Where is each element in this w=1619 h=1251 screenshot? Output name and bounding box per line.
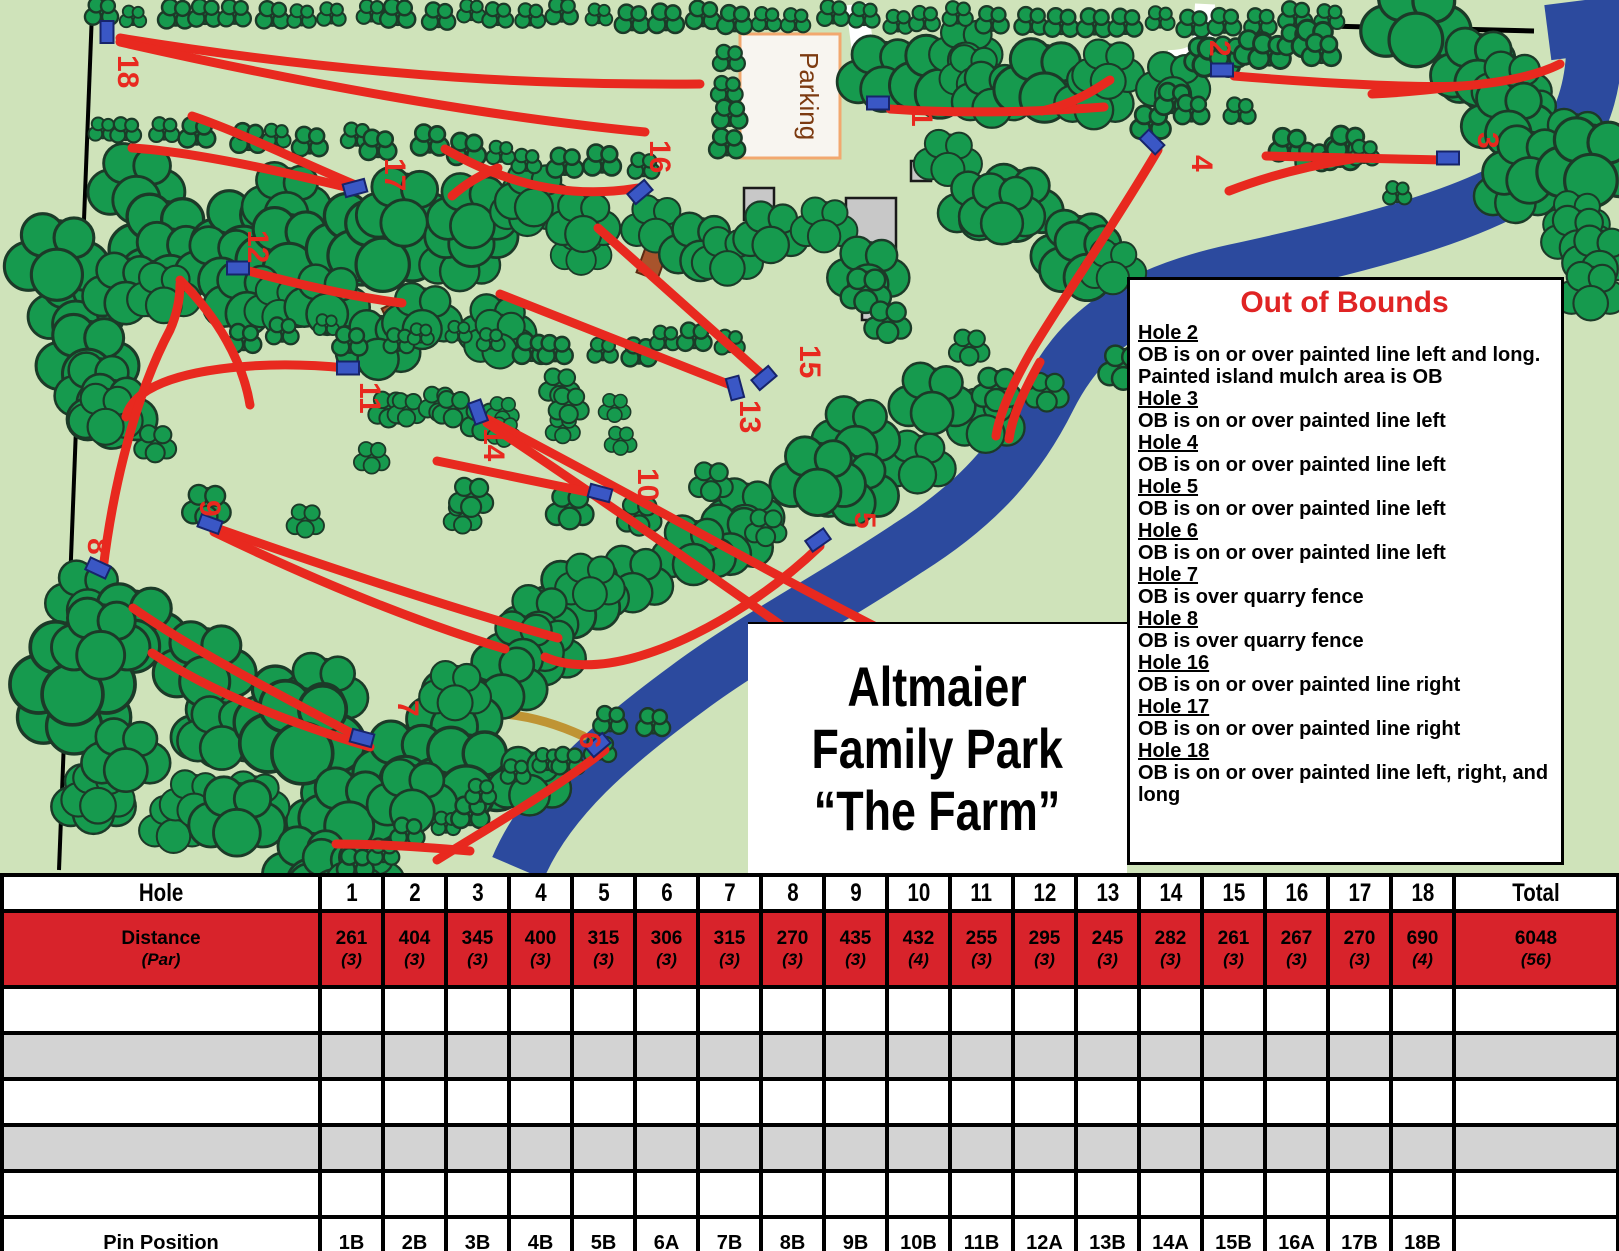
pin-position-cell: 9B xyxy=(824,1217,887,1251)
oob-entry-hole: Hole 2 xyxy=(1138,322,1199,344)
hole-column-header: 3 xyxy=(446,875,509,911)
score-cell xyxy=(761,1033,824,1079)
score-cell xyxy=(1076,987,1139,1033)
score-cell xyxy=(1202,1171,1265,1217)
hole-label-11: 11 xyxy=(353,382,386,414)
score-cell xyxy=(320,1079,383,1125)
score-cell xyxy=(824,1079,887,1125)
score-cell xyxy=(383,1079,446,1125)
hole-column-header: 10 xyxy=(887,875,950,911)
score-cell xyxy=(1328,1079,1391,1125)
distance-par-cell: 282 (3) xyxy=(1139,911,1202,987)
player-name-cell xyxy=(2,1079,320,1125)
score-cell xyxy=(698,1033,761,1079)
oob-entry-hole: Hole 17 xyxy=(1138,696,1210,718)
oob-entry-hole: Hole 3 xyxy=(1138,388,1199,410)
score-cell xyxy=(1013,987,1076,1033)
player-name-cell xyxy=(2,1171,320,1217)
score-cell xyxy=(824,1125,887,1171)
hole-label-12: 12 xyxy=(241,230,274,264)
score-cell xyxy=(761,987,824,1033)
score-cell xyxy=(1391,1125,1454,1171)
pin-position-cell: 18B xyxy=(1391,1217,1454,1251)
park-title-box xyxy=(748,622,1127,873)
hole-column-header: 12 xyxy=(1013,875,1076,911)
pin-position-cell: 15B xyxy=(1202,1217,1265,1251)
score-cell xyxy=(320,1125,383,1171)
score-cell xyxy=(824,1171,887,1217)
oob-entry-text: OB is over quarry fence xyxy=(1138,630,1364,652)
pin-position-cell: 17B xyxy=(1328,1217,1391,1251)
hole-column-header: 18 xyxy=(1391,875,1454,911)
distance-par-cell: 690 (4) xyxy=(1391,911,1454,987)
hole-label-18: 18 xyxy=(111,55,144,89)
oob-entry xyxy=(1138,476,1551,520)
hole-column-header: 8 xyxy=(761,875,824,911)
score-cell xyxy=(509,1079,572,1125)
score-cell xyxy=(1013,1079,1076,1125)
score-cell xyxy=(320,1033,383,1079)
distance-par-cell: 295 (3) xyxy=(1013,911,1076,987)
distance-par-cell: 270 (3) xyxy=(761,911,824,987)
oob-entry-hole: Hole 5 xyxy=(1138,476,1199,498)
score-cell xyxy=(635,1171,698,1217)
score-cell xyxy=(572,1033,635,1079)
score-cell xyxy=(1265,1125,1328,1171)
score-cell xyxy=(446,1033,509,1079)
hole-column-header: 6 xyxy=(635,875,698,911)
score-cell xyxy=(1265,987,1328,1033)
hole-label-7: 7 xyxy=(391,700,424,717)
oob-entry-text: OB is over quarry fence xyxy=(1138,586,1364,608)
oob-entry-hole: Hole 8 xyxy=(1138,608,1199,630)
score-cell xyxy=(1328,1125,1391,1171)
distance-par-cell: 315 (3) xyxy=(572,911,635,987)
oob-entry-text: OB is on or over painted line right xyxy=(1138,718,1461,740)
score-cell xyxy=(824,987,887,1033)
distance-par-cell: 270 (3) xyxy=(1328,911,1391,987)
oob-entry xyxy=(1138,608,1551,652)
oob-entry xyxy=(1138,740,1551,806)
score-cell xyxy=(950,987,1013,1033)
hole-column-header: 4 xyxy=(509,875,572,911)
hole-label-15: 15 xyxy=(793,345,826,379)
score-cell xyxy=(1139,1079,1202,1125)
score-cell xyxy=(1202,1079,1265,1125)
park-title-line2: Family Park xyxy=(811,716,1064,780)
score-cell xyxy=(887,987,950,1033)
total-score-cell xyxy=(1454,1171,1618,1217)
distance-par-cell: 261 (3) xyxy=(1202,911,1265,987)
pin-total-cell xyxy=(1454,1217,1618,1251)
score-cell xyxy=(824,1033,887,1079)
score-cell xyxy=(761,1171,824,1217)
score-cell xyxy=(1202,1125,1265,1171)
oob-entry xyxy=(1138,432,1551,476)
score-cell xyxy=(572,1079,635,1125)
pin-position-cell: 4B xyxy=(509,1217,572,1251)
scorecard xyxy=(0,873,1619,1251)
hole-label-3: 3 xyxy=(1471,132,1504,149)
score-cell xyxy=(1328,987,1391,1033)
distance-par-cell: 245 (3) xyxy=(1076,911,1139,987)
hole-column-header: 15 xyxy=(1202,875,1265,911)
oob-entry xyxy=(1138,564,1551,608)
pin-position-cell: 5B xyxy=(572,1217,635,1251)
hole-label-9: 9 xyxy=(193,500,226,517)
player-name-cell xyxy=(2,1033,320,1079)
score-cell xyxy=(698,1171,761,1217)
pin-position-cell: 3B xyxy=(446,1217,509,1251)
hole-column-header: 14 xyxy=(1139,875,1202,911)
score-cell xyxy=(509,1171,572,1217)
score-cell xyxy=(1139,1033,1202,1079)
hole-label-14: 14 xyxy=(477,428,510,462)
oob-entry-hole: Hole 16 xyxy=(1138,652,1210,674)
hole-label-17: 17 xyxy=(378,158,411,192)
score-cell xyxy=(887,1171,950,1217)
pin-position-cell: 12A xyxy=(1013,1217,1076,1251)
parking-label: Parking xyxy=(794,52,824,141)
score-cell xyxy=(1013,1033,1076,1079)
score-cell xyxy=(572,987,635,1033)
scorecard-table xyxy=(0,873,1619,1251)
score-cell xyxy=(1265,1079,1328,1125)
score-cell xyxy=(1076,1171,1139,1217)
hole-label-10: 10 xyxy=(631,468,664,502)
total-score-cell xyxy=(1454,987,1618,1033)
out-of-bounds-entries xyxy=(1138,322,1551,806)
score-cell xyxy=(383,1033,446,1079)
hole-column-header: 7 xyxy=(698,875,761,911)
total-score-cell xyxy=(1454,1033,1618,1079)
hole-column-header: 2 xyxy=(383,875,446,911)
park-title-line3: “The Farm” xyxy=(814,778,1061,842)
hole-label-5: 5 xyxy=(848,512,881,529)
distance-par-cell: 400 (3) xyxy=(509,911,572,987)
oob-entry xyxy=(1138,388,1551,432)
score-cell xyxy=(950,1079,1013,1125)
total-distance-par: 6048 (56) xyxy=(1454,911,1618,987)
score-cell xyxy=(509,1033,572,1079)
hole-header: Hole xyxy=(2,875,320,911)
score-cell xyxy=(509,987,572,1033)
score-cell xyxy=(887,1125,950,1171)
distance-par-cell: 432 (4) xyxy=(887,911,950,987)
distance-par-cell: 315 (3) xyxy=(698,911,761,987)
oob-entry-hole: Hole 7 xyxy=(1138,564,1199,586)
score-cell xyxy=(1391,1079,1454,1125)
total-header: Total xyxy=(1454,875,1618,911)
distance-par-cell: 345 (3) xyxy=(446,911,509,987)
score-cell xyxy=(320,1171,383,1217)
score-cell xyxy=(1328,1033,1391,1079)
score-cell xyxy=(698,1125,761,1171)
hole-column-header: 11 xyxy=(950,875,1013,911)
score-cell xyxy=(572,1125,635,1171)
score-cell xyxy=(446,1079,509,1125)
pin-position-cell: 14A xyxy=(1139,1217,1202,1251)
oob-entry-hole: Hole 6 xyxy=(1138,520,1199,542)
score-cell xyxy=(1139,987,1202,1033)
score-cell xyxy=(1391,987,1454,1033)
score-cell xyxy=(1076,1125,1139,1171)
pin-position-cell: 11B xyxy=(950,1217,1013,1251)
score-cell xyxy=(635,1033,698,1079)
score-cell xyxy=(383,1171,446,1217)
oob-entry-text: OB is on or over painted line left xyxy=(1138,454,1446,476)
score-cell xyxy=(635,1125,698,1171)
parking-area xyxy=(740,34,840,158)
hole-label-4: 4 xyxy=(1185,155,1218,172)
distance-par-cell: 306 (3) xyxy=(635,911,698,987)
distance-par-cell: 404 (3) xyxy=(383,911,446,987)
score-cell xyxy=(950,1125,1013,1171)
score-cell xyxy=(1265,1171,1328,1217)
pin-position-cell: 13B xyxy=(1076,1217,1139,1251)
out-of-bounds-title: Out of Bounds xyxy=(1240,286,1449,319)
oob-entry-hole: Hole 4 xyxy=(1138,432,1199,454)
score-cell xyxy=(446,1171,509,1217)
score-cell xyxy=(446,1125,509,1171)
score-cell xyxy=(1202,987,1265,1033)
score-cell xyxy=(1139,1171,1202,1217)
score-cell xyxy=(509,1125,572,1171)
hole-column-header: 13 xyxy=(1076,875,1139,911)
hole-label-2: 2 xyxy=(1203,40,1236,57)
hole-label-6: 6 xyxy=(573,732,606,749)
score-cell xyxy=(950,1171,1013,1217)
player-name-cell xyxy=(2,1125,320,1171)
score-cell xyxy=(761,1125,824,1171)
pin-position-label: Pin Position xyxy=(2,1217,320,1251)
score-cell xyxy=(1013,1171,1076,1217)
score-cell xyxy=(320,987,383,1033)
score-cell xyxy=(698,1079,761,1125)
score-cell xyxy=(383,987,446,1033)
oob-entry-text: OB is on or over painted line left, right, and long xyxy=(1138,762,1549,806)
hole-column-header: 5 xyxy=(572,875,635,911)
score-cell xyxy=(383,1125,446,1171)
score-cell xyxy=(572,1171,635,1217)
hole-label-16: 16 xyxy=(643,140,676,174)
oob-entry-hole: Hole 18 xyxy=(1138,740,1210,762)
hole-label-8: 8 xyxy=(81,538,114,555)
oob-entry xyxy=(1138,696,1551,740)
score-cell xyxy=(1202,1033,1265,1079)
distance-par-cell: 261 (3) xyxy=(320,911,383,987)
oob-entry-text: OB is on or over painted line right xyxy=(1138,674,1461,696)
distance-par-cell: 435 (3) xyxy=(824,911,887,987)
score-cell xyxy=(887,1079,950,1125)
score-cell xyxy=(1013,1125,1076,1171)
out-of-bounds-panel xyxy=(1127,277,1564,865)
hole-column-header: 17 xyxy=(1328,875,1391,911)
score-cell xyxy=(950,1033,1013,1079)
park-title-line1: Altmaier xyxy=(847,654,1028,718)
oob-entry xyxy=(1138,520,1551,564)
score-cell xyxy=(1265,1033,1328,1079)
score-cell xyxy=(1328,1171,1391,1217)
hole-label-13: 13 xyxy=(733,400,766,434)
score-cell xyxy=(1391,1171,1454,1217)
oob-entry xyxy=(1138,652,1551,696)
distance-par-cell: 267 (3) xyxy=(1265,911,1328,987)
pin-position-cell: 6A xyxy=(635,1217,698,1251)
oob-entry-text: OB is on or over painted line left xyxy=(1138,410,1446,432)
score-cell xyxy=(635,987,698,1033)
score-cell xyxy=(446,987,509,1033)
score-cell xyxy=(698,987,761,1033)
distance-par-label: Distance (Par) xyxy=(2,911,320,987)
pin-position-cell: 7B xyxy=(698,1217,761,1251)
oob-entry-text: OB is on or over painted line left and long. Painted island mulch area is OB xyxy=(1138,344,1541,388)
hole-column-header: 9 xyxy=(824,875,887,911)
total-score-cell xyxy=(1454,1079,1618,1125)
score-cell xyxy=(635,1079,698,1125)
pin-position-cell: 16A xyxy=(1265,1217,1328,1251)
pin-position-cell: 2B xyxy=(383,1217,446,1251)
player-name-cell xyxy=(2,987,320,1033)
score-cell xyxy=(887,1033,950,1079)
score-cell xyxy=(1139,1125,1202,1171)
hole-column-header: 1 xyxy=(320,875,383,911)
pin-position-cell: 10B xyxy=(887,1217,950,1251)
oob-entry xyxy=(1138,322,1551,388)
score-cell xyxy=(1076,1033,1139,1079)
hole-column-header: 16 xyxy=(1265,875,1328,911)
total-score-cell xyxy=(1454,1125,1618,1171)
oob-entry-text: OB is on or over painted line left xyxy=(1138,542,1446,564)
pin-position-cell: 8B xyxy=(761,1217,824,1251)
hole-label-1: 1 xyxy=(905,110,938,127)
pin-position-cell: 1B xyxy=(320,1217,383,1251)
distance-par-cell: 255 (3) xyxy=(950,911,1013,987)
score-cell xyxy=(1076,1079,1139,1125)
score-cell xyxy=(761,1079,824,1125)
oob-entry-text: OB is on or over painted line left xyxy=(1138,498,1446,520)
score-cell xyxy=(1391,1033,1454,1079)
